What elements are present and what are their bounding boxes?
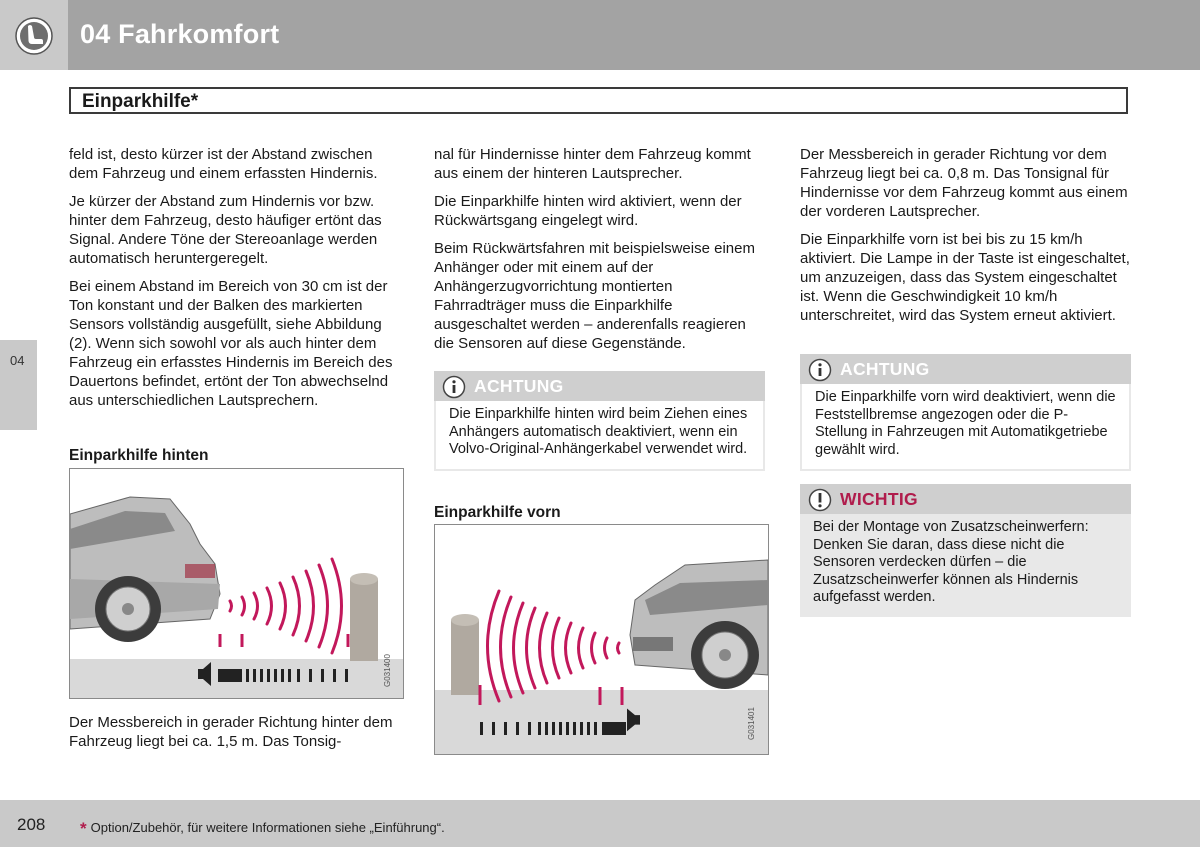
- info-icon: [808, 358, 832, 382]
- footnote-star: *: [80, 819, 87, 838]
- figure-code: G031400: [383, 654, 392, 687]
- subheading-rear: Einparkhilfe hinten: [69, 447, 209, 464]
- notice-label: ACHTUNG: [474, 376, 564, 396]
- notice-text: Die Einparkhilfe vorn wird deaktiviert, wenn die Feststellbremse angezogen oder die P-Stellung in Fahrzeugen mit Automatikgetriebe gewählt wird.: [802, 384, 1129, 469]
- column-2: [434, 145, 766, 362]
- figure-front-parking: [434, 524, 769, 755]
- chapter-title: 04 Fahrkomfort: [80, 19, 280, 49]
- chapter-side-tab: [0, 340, 37, 430]
- rear-car-illustration: [70, 469, 403, 698]
- side-tab-label: 04: [10, 353, 25, 368]
- paragraph: feld ist, desto kürzer ist der Abstand zwischen dem Fahrzeug und einem erfassten Hindernis.: [69, 146, 378, 182]
- notice-header: [434, 371, 765, 401]
- section-title: Einparkhilfe*: [82, 91, 199, 112]
- notice-text: Die Einparkhilfe hinten wird beim Ziehen eines Anhängers automatisch deaktiviert, wenn ein Volvo-Original-Anhängerkabel verwendet wird.: [436, 401, 763, 469]
- notice-label: ACHTUNG: [840, 359, 930, 379]
- subheading-front: Einparkhilfe vorn: [434, 504, 561, 521]
- notice-box-front: [800, 354, 1131, 471]
- notice-header: [800, 354, 1131, 384]
- paragraph: Bei einem Abstand im Bereich von 30 cm ist der Ton konstant und der Balken des markierten Sensors vollständig ausgefüllt, siehe Abbildung (2). Wenn sich sowohl vor als auch hinter dem Fahrzeug ein erfasstes Hindernis im Bereich des Dauertons befindet, ertönt der Ton abwechselnd aus unterschiedlichen Lautsprechern.: [69, 278, 393, 409]
- exclamation-icon: [808, 488, 832, 512]
- paragraph: Die Einparkhilfe vorn ist bei bis zu 15 km/h aktiviert. Die Lampe in der Taste ist eingeschaltet, um anzuzeigen, dass das System eingeschaltet ist. Wenn die Geschwindigkeit 10 km/h unterschreitet, wird das System erneut aktiviert.: [800, 231, 1130, 324]
- paragraph: Der Messbereich in gerader Richtung hinter dem Fahrzeug liegt bei ca. 1,5 m. Das Tonsig-: [69, 714, 393, 750]
- column-3: [800, 145, 1132, 334]
- seat-icon: [14, 16, 54, 56]
- paragraph: Je kürzer der Abstand zum Hindernis vor bzw. hinter dem Fahrzeug, desto häufiger ertönt das Signal. Andere Töne der Stereoanlage werden automatisch heruntergeregelt.: [69, 193, 382, 267]
- paragraph: Der Messbereich in gerader Richtung vor dem Fahrzeug liegt bei ca. 0,8 m. Das Tonsignal für Hindernisse vor dem Fahrzeug kommt aus einem der vorderen Lautsprecher.: [800, 146, 1128, 220]
- paragraph: nal für Hindernisse hinter dem Fahrzeug kommt aus einem der hinteren Lautsprecher.: [434, 146, 751, 182]
- warning-header: [800, 484, 1131, 514]
- warning-text: Bei der Montage von Zusatzscheinwerfern: Denken Sie daran, dass diese nicht die Sensoren verdecken dürfen – die Zusatzscheinwerfer können als Hindernis aufgefasst werden.: [813, 519, 1089, 605]
- section-title-box: [69, 87, 1128, 114]
- notice-box-rear: [434, 371, 765, 471]
- figure-rear-parking: [69, 468, 404, 699]
- warning-box: [800, 484, 1131, 617]
- paragraph: Die Einparkhilfe hinten wird aktiviert, wenn der Rückwärtsgang eingelegt wird.: [434, 193, 742, 229]
- footnote-text: Option/Zubehör, für weitere Informationen siehe „Einführung“.: [90, 820, 445, 835]
- footnote: [80, 817, 445, 837]
- figure-code: G031401: [747, 707, 756, 740]
- column-1: [69, 145, 401, 419]
- header-icon-block: [0, 0, 68, 70]
- paragraph: Beim Rückwärtsfahren mit beispielsweise einem Anhänger oder mit einem auf der Anhängerzugvorrichtung montierten Fahrradträger muss die Einparkhilfe ausgeschaltet werden – anderenfalls reagieren die Sensoren auf diese Gegenstände.: [434, 240, 755, 352]
- page-number: 208: [17, 815, 46, 834]
- warning-label: WICHTIG: [840, 489, 918, 509]
- front-car-illustration: [435, 525, 768, 754]
- info-icon: [442, 375, 466, 399]
